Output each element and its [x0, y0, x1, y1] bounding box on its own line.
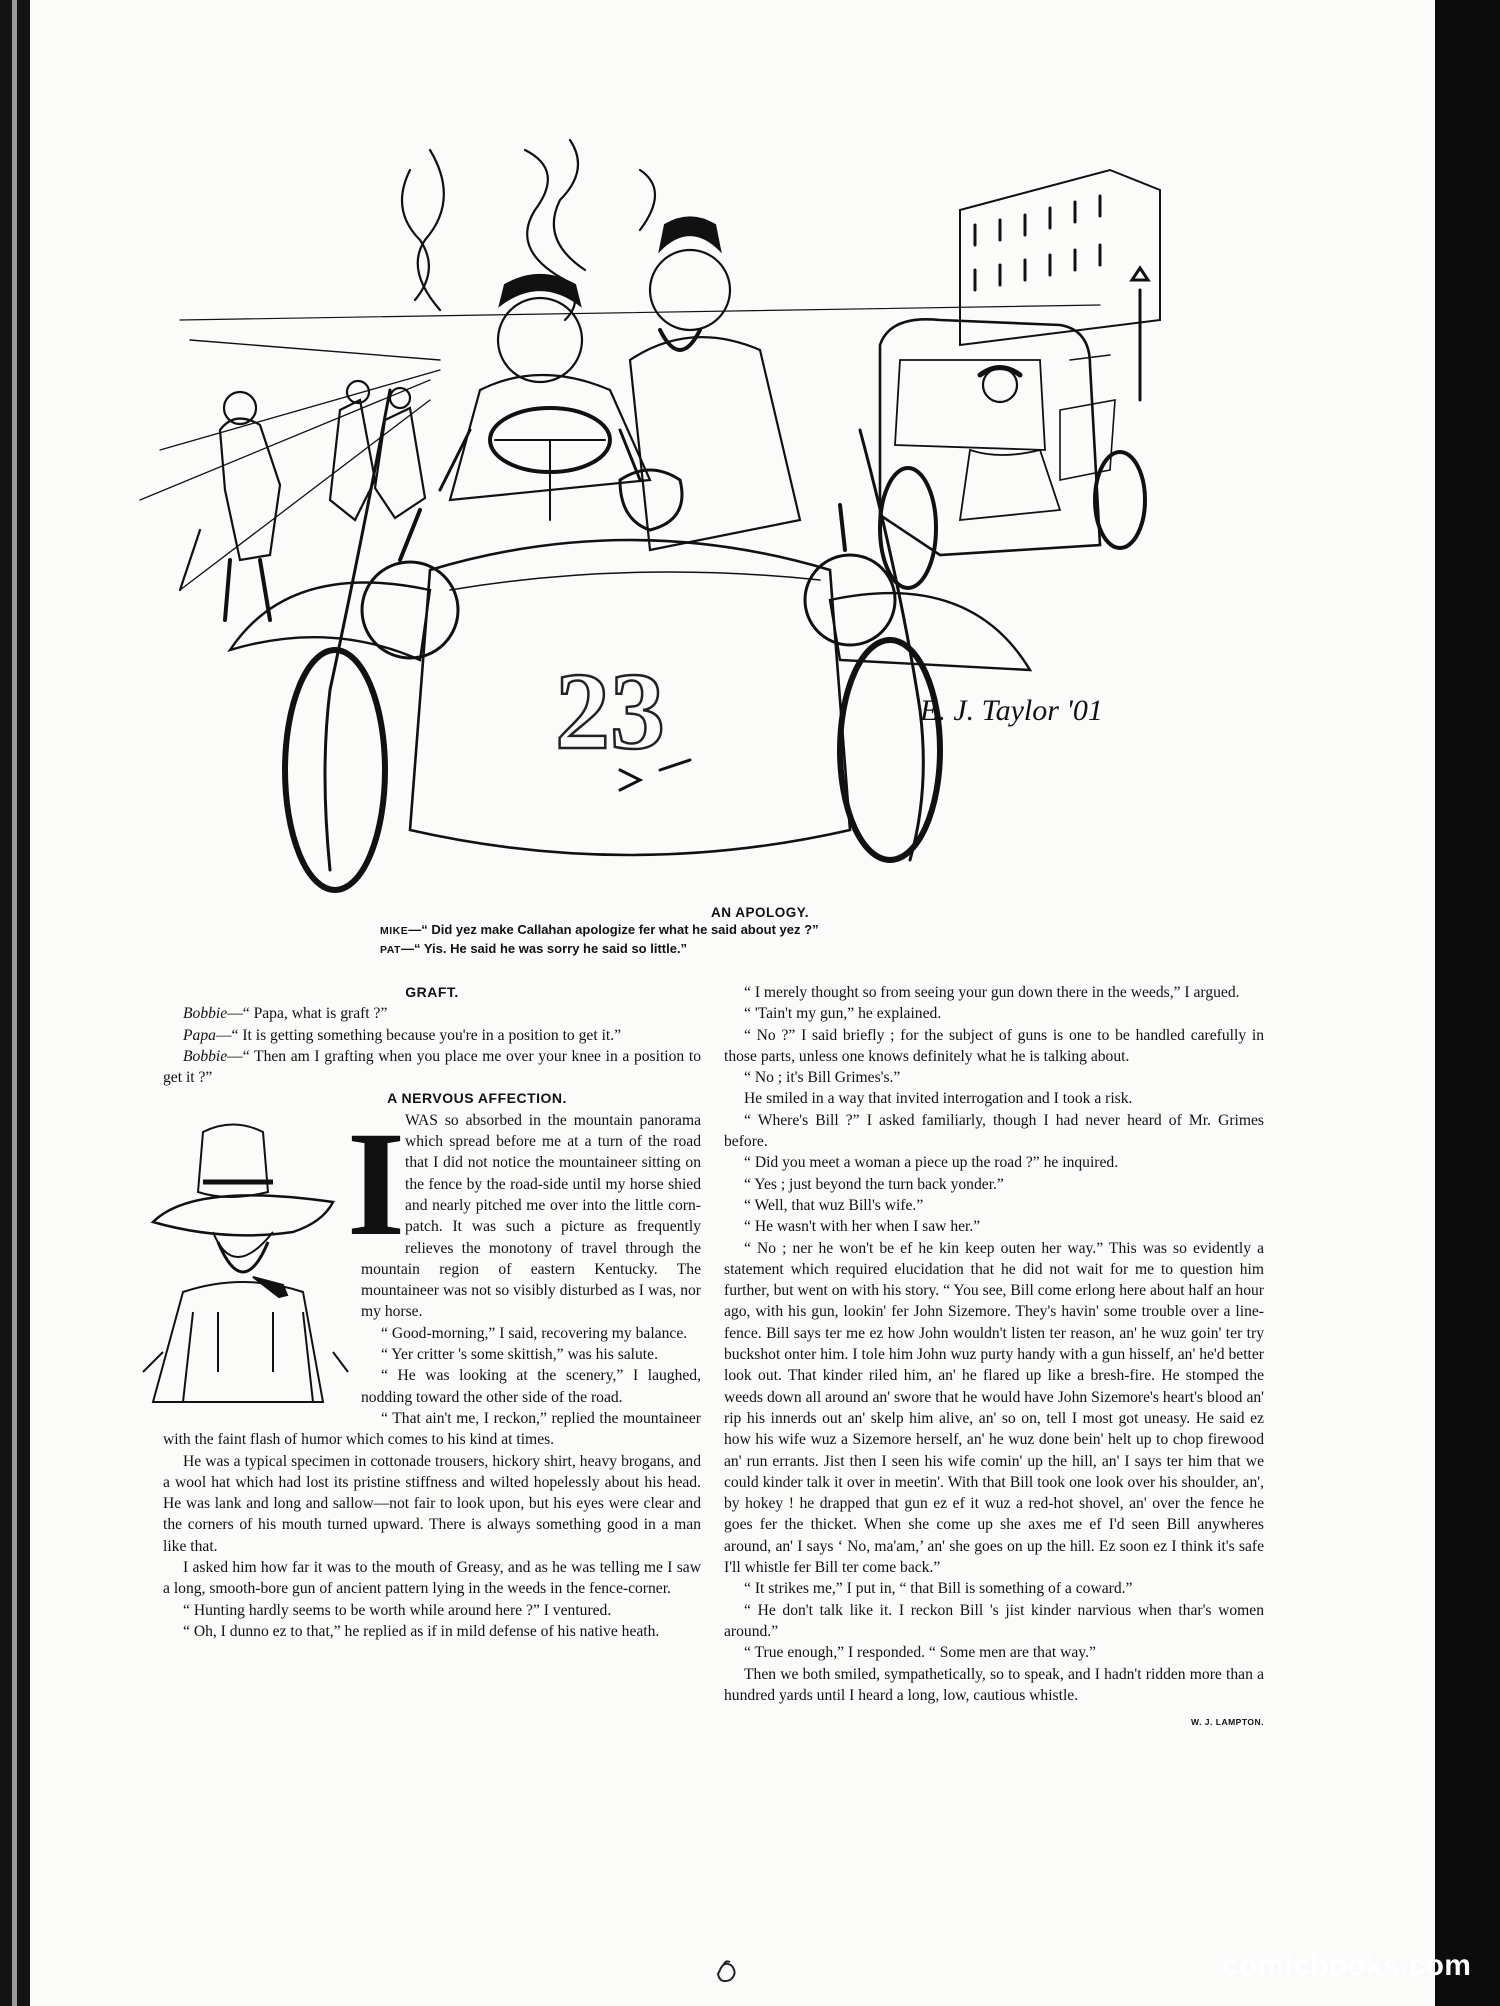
story-part-2: [724, 982, 1264, 1706]
story-paragraph: “ True enough,” I responded. “ Some men are that way.”: [744, 1644, 1096, 1662]
story-paragraph: “ 'Tain't my gun,” he explained.: [744, 1005, 942, 1023]
author-credit: W. J. LAMPTON.: [1191, 1717, 1264, 1728]
graft-line: [163, 1003, 701, 1024]
cartoon-illustration: [100, 130, 1240, 910]
story-paragraph: “ It strikes me,” I put in, “ that Bill is something of a coward.”: [744, 1580, 1133, 1598]
story-paragraph: “ No ; it's Bill Grimes's.”: [744, 1069, 901, 1087]
caption-title: AN APOLOGY.: [710, 905, 809, 920]
watermark-text: comicbooks.com: [1222, 1949, 1472, 1982]
story-paragraph: “ He don't talk like it. I reckon Bill 's jist kinder narvious when thar's women around.”: [724, 1601, 1264, 1640]
graft-line-text: —“ It is getting something because you're in a position to get it.”: [215, 1026, 622, 1044]
story-paragraph: “ No ; ner he won't be ef he kin keep outen her way.” This was so evidently a statement which required elucidation that he did not wait for me to question him further, but went on with his story. “ You see, Bill come erlong here about half an hour ago, with his gun, lookin' fer John Sizemore. They's havin' some trouble over a line-fence. Bill says ter me ez how John wouldn't listen ter reason, an' he wuz goin' ter try buckshot onter him. I tole him John wuz purty handy with a gun hisself, an' he'd better look out. That kinder riled him, an' he flared up like a bresh-fire. He stomped the weeds down all around an' swore that he would have John Sizemore's heart's blood an' rip his innerds out an' skelp him alive, an' so on, tell I most got uneasy. He said ez how his wife wuz a Sizemore herself, an' he wuz done bein' helt up to chop firewood an' run errants. Jist then I seen his wife comin' up the hill, an' I says ter him that we could kinder talk it over in meetin'. With that Bill took one look over his shoulder, an', by hokey ! he drapped that gun ez ef it wuz a red-hot shovel, an' over the fence he goes fer the thicket. When she come up she axes me ef I'd seen Bill anywheres around, an' I says ‘ No, ma'am,’ an' she goes on up the hill. Ez soon ez I think it's safe I'll whistle fer Bill ter come back.”: [724, 1239, 1264, 1577]
scan-edge: [1435, 0, 1500, 2006]
graft-line: [163, 1046, 701, 1089]
speaker-pat: PAT: [380, 944, 401, 956]
plate-number: 23: [555, 650, 665, 772]
story-paragraph: He was a typical specimen in cottonade trousers, hickory shirt, heavy brogans, and a wool hat which had lost its pristine stiffness and wilted hopelessly about his head. He was lank and long and sallow—not fair to look upon, but his eyes were clear and the corners of his mouth turned upward. There is always something good in a man like that.: [163, 1452, 701, 1555]
spine-strip: [12, 0, 17, 2006]
story-paragraph: “ He wasn't with her when I saw her.”: [744, 1218, 981, 1236]
drop-cap-letter: I: [346, 1100, 406, 1267]
story-paragraph: He smiled in a way that invited interrogation and I took a risk.: [744, 1090, 1133, 1108]
drop-cap-i: [346, 1100, 406, 1267]
bottom-ornament: [712, 1956, 742, 1986]
caption-line-1-text: —“ Did yez make Callahan apologize fer what he said about yez ?”: [408, 922, 819, 937]
cartoon-caption: [380, 904, 1140, 959]
graft-speaker: Bobbie: [183, 1047, 228, 1065]
story-paragraph: “ Well, that wuz Bill's wife.”: [744, 1196, 924, 1214]
story-paragraph: “ Yes ; just beyond the turn back yonder.”: [744, 1175, 1004, 1193]
story-paragraph: I asked him how far it was to the mouth of Greasy, and as he was telling me I saw a long, smooth-bore gun of ancient pattern lying in the weeds in the fence-corner.: [163, 1559, 701, 1598]
nervous-affection-title: A NERVOUS AFFECTION.: [387, 1090, 567, 1107]
graft-speaker: Papa: [183, 1026, 216, 1044]
book-gutter: [0, 0, 30, 2006]
story-paragraph: “ Hunting hardly seems to be worth while around here ?” I ventured.: [183, 1601, 612, 1619]
mountaineer-illustration: [133, 1112, 353, 1412]
story-paragraph: “ Yer critter 's some skittish,” was his salute.: [381, 1346, 658, 1364]
story-paragraph: “ Good-morning,” I said, recovering my balance.: [381, 1324, 688, 1342]
graft-dialogue: [163, 1003, 701, 1088]
graft-line: [163, 1025, 701, 1046]
story-paragraph: “ That ain't me, I reckon,” replied the mountaineer with the faint flash of humor which comes to his kind at times.: [163, 1409, 701, 1449]
column-left: [163, 982, 701, 1642]
story-paragraph: “ No ?” I said briefly ; for the subject of guns is one to be handled carefully in those parts, unless one knows definitely what he is talking about.: [724, 1026, 1264, 1065]
column-right: [724, 982, 1264, 1733]
graft-line-text: —“ Papa, what is graft ?”: [227, 1005, 388, 1023]
story-paragraph: Then we both smiled, sympathetically, so to speak, and I hadn't ridden more than a hundred yards until I heard a long, low, cautious whistle.: [724, 1665, 1264, 1704]
graft-speaker: Bobbie: [183, 1005, 228, 1023]
caption-line-2-text: —“ Yis. He said he was sorry he said so little.”: [400, 941, 688, 956]
caption-line-1: [380, 921, 1140, 940]
story-paragraph: “ Oh, I dunno ez to that,” he replied as if in mild defense of his native heath.: [183, 1622, 660, 1640]
story-paragraph: “ He was looking at the scenery,” I laughed, nodding toward the other side of the road.: [361, 1367, 701, 1406]
story-paragraph: WAS so absorbed in the mountain panorama which spread before me at a turn of the road that I did not notice the mountaineer sitting on the fence by the road-side until my horse shied and nearly pitched me over into the little corn-patch. It was such a picture as frequently relieves the monotony of travel through the mountain region of eastern Kentucky. The mountaineer was not so visibly disturbed as I was, nor my horse.: [361, 1111, 701, 1321]
graft-title: GRAFT.: [405, 984, 459, 1000]
story-paragraph: “ Did you meet a woman a piece up the road ?” he inquired.: [744, 1154, 1119, 1172]
speaker-mike: MIKE: [380, 925, 409, 937]
caption-line-2: [380, 940, 1140, 959]
graft-line-text: —“ Then am I grafting when you place me over your knee in a position to get it ?”: [163, 1047, 701, 1087]
story-paragraph: “ Where's Bill ?” I asked familiarly, though I had never heard of Mr. Grimes before.: [724, 1111, 1264, 1151]
story-paragraph: “ I merely thought so from seeing your gun down there in the weeds,” I argued.: [744, 984, 1240, 1001]
artist-signature: E. J. Taylor '01: [920, 694, 1103, 727]
